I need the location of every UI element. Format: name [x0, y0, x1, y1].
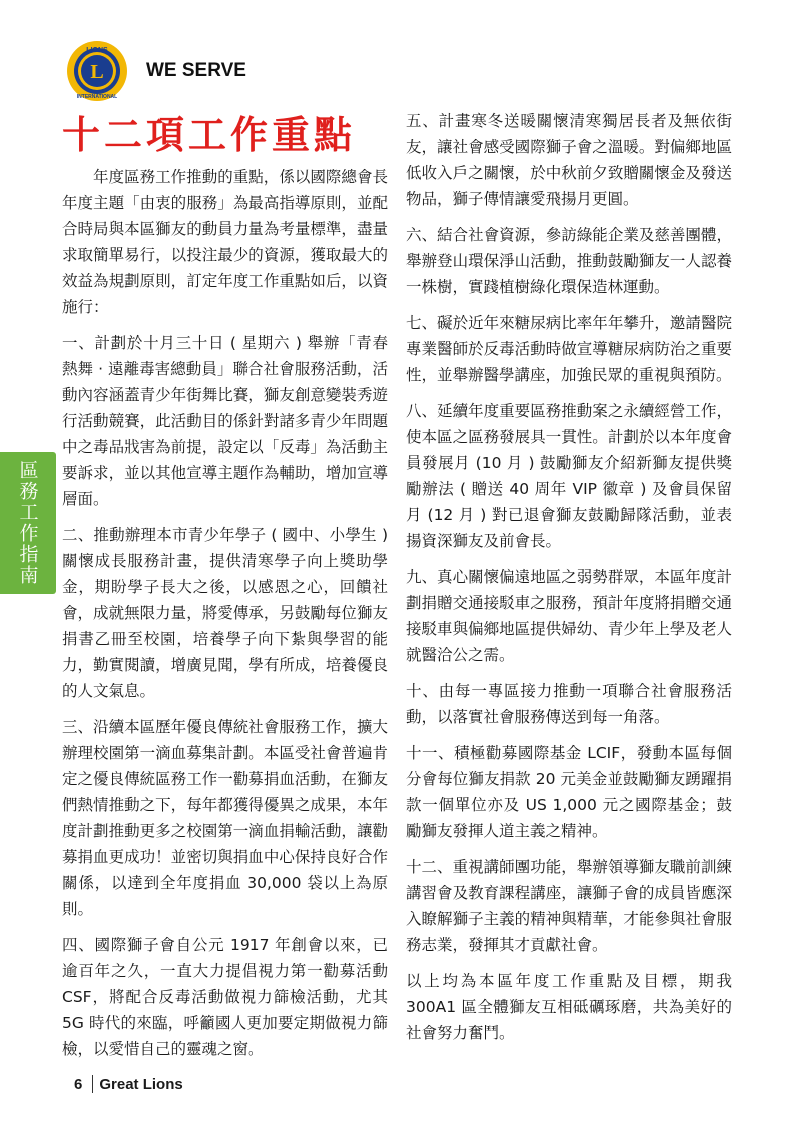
item-2: 二、推動辦理本市青少年學子 ( 國中、小學生 ) 關懷成長服務計畫，提供清寒學子向上獎助學金，期盼學子長大之後，以感恩之心，回饋社會，成就無限力量，將愛傳承，另鼓勵每位獅友捐書乙冊至校園，培養學子向下紮與學習的能力，勤實閱讀，增廣見聞，學有所成，培養優良的人文氣息。 [62, 526, 388, 700]
logo-ring-top: LIONS [86, 47, 108, 54]
page-title: 十二項工作重點 [62, 112, 357, 157]
item-1: 一、計劃於十月三十日 ( 星期六 ) 舉辦「青春熱舞 ‧ 遠離毒害總動員」聯合社會服務活動，活動內容涵蓋青少年街舞比賽，獅友創意變裝秀遊行活動競賽，此活動目的係針對諸多青少年問題中之毒品戕害為前提，設定以「反毒」為活動主要訴求，並以其他宣導主題作為輔助，增加宣導層面。 [62, 334, 388, 508]
logo-ring-bottom: INTERNATIONAL [76, 94, 118, 100]
page-header [62, 40, 362, 102]
item-9: 九、真心關懷偏遠地區之弱勢群眾，本區年度計劃捐贈交通接駁車之服務，預計年度將捐贈交通接駁車與偏鄉地區提供婦幼、青少年上學及老人就醫洽公之需。 [406, 568, 732, 664]
closing-paragraph: 以上均為本區年度工作重點及目標，期我 300A1 區全體獅友互相砥礪琢磨，共為美好的社會努力奮鬥。 [406, 972, 732, 1042]
item-3: 三、沿續本區歷年優良傳統社會服務工作，擴大辦理校園第一滴血募集計劃。本區受社會普遍肯定之優良傳統區務工作一勸募捐血活動，在獅友們熱情推動之下，每年都獲得優異之成果，本年度計劃推動更多之校園第一滴血捐輸活動，讓勸募捐血更成功！並密切與捐血中心保持良好合作關係，以達到全年度捐血 30,000 袋以上為原則。 [62, 718, 388, 918]
item-8: 八、延續年度重要區務推動案之永續經營工作，使本區之區務發展具一貫性。計劃於以本年度會員發展月 (10 月 ) 鼓勵獅友介紹新獅友提供獎勵辦法 ( 贈送 40 周年 VIP 徽章 ) 及會員保留月 (12 月 ) 對已退會獅友鼓勵歸隊活動，並表揚資深獅友及前會長。 [406, 402, 732, 550]
item-4: 四、國際獅子會自公元 1917 年創會以來，已逾百年之久，一直大力提倡視力第一勸募活動 CSF，將配合反毒活動做視力篩檢活動，尤其 5G 時代的來臨，呼籲國人更加要定期做視力篩檢，以愛惜自己的靈魂之窗。 [62, 936, 388, 1058]
item-11: 十一、積極勸募國際基金 LCIF，發動本區每個分會每位獅友捐款 20 元美金並鼓勵獅友踴躍捐款一個單位亦及 US 1,000 元之國際基金；鼓勵獅友發揮人道主義之精神。 [406, 744, 732, 840]
page-number: 6 [74, 1075, 83, 1093]
page-footer [74, 1074, 183, 1094]
item-5: 五、計畫寒冬送暖關懷清寒獨居長者及無依街友，讓社會感受國際獅子會之溫暖。對偏鄉地區低收入戶之關懷，於中秋前夕致贈關懷金及發送物品，獅子傳情讓愛飛揚月更圓。 [406, 112, 732, 208]
logo-letter: L [90, 61, 104, 83]
publication-name: Great Lions [99, 1075, 183, 1093]
item-6: 六、結合社會資源，參訪綠能企業及慈善團體，舉辦登山環保淨山活動，推動鼓勵獅友一人認養一株樹，實踐植樹綠化環保造林運動。 [406, 226, 732, 296]
section-side-tab [0, 452, 56, 594]
right-column [406, 108, 732, 1056]
item-10: 十、由每一專區接力推動一項聯合社會服務活動，以落實社會服務傳送到每一角落。 [406, 682, 732, 726]
side-tab-label: 區務工作指南 [16, 460, 39, 586]
intro-paragraph: 年度區務工作推動的重點，係以國際總會長年度主題「由衷的服務」為最高指導原則，並配合時局與本區獅友的動員力量為考量標準，盡量求取簡單易行，以投注最少的資源，獲取最大的效益為規劃原則，訂定年度工作重點如后，以資施行： [62, 168, 388, 316]
item-7: 七、礙於近年來糖尿病比率年年攀升，邀請醫院專業醫師於反毒活動時做宣導糖尿病防治之重要性，並舉辦醫學講座，加強民眾的重視與預防。 [406, 314, 732, 384]
item-12: 十二、重視講師團功能，舉辦領導獅友職前訓練講習會及教育課程講座，讓獅子會的成員皆應深入瞭解獅子主義的精神與精華，才能參與社會服務志業，發揮其才貢獻社會。 [406, 858, 732, 954]
footer-divider [92, 1075, 93, 1093]
lions-logo [62, 40, 132, 102]
slogan: WE SERVE [146, 60, 246, 81]
left-column [62, 164, 388, 1072]
